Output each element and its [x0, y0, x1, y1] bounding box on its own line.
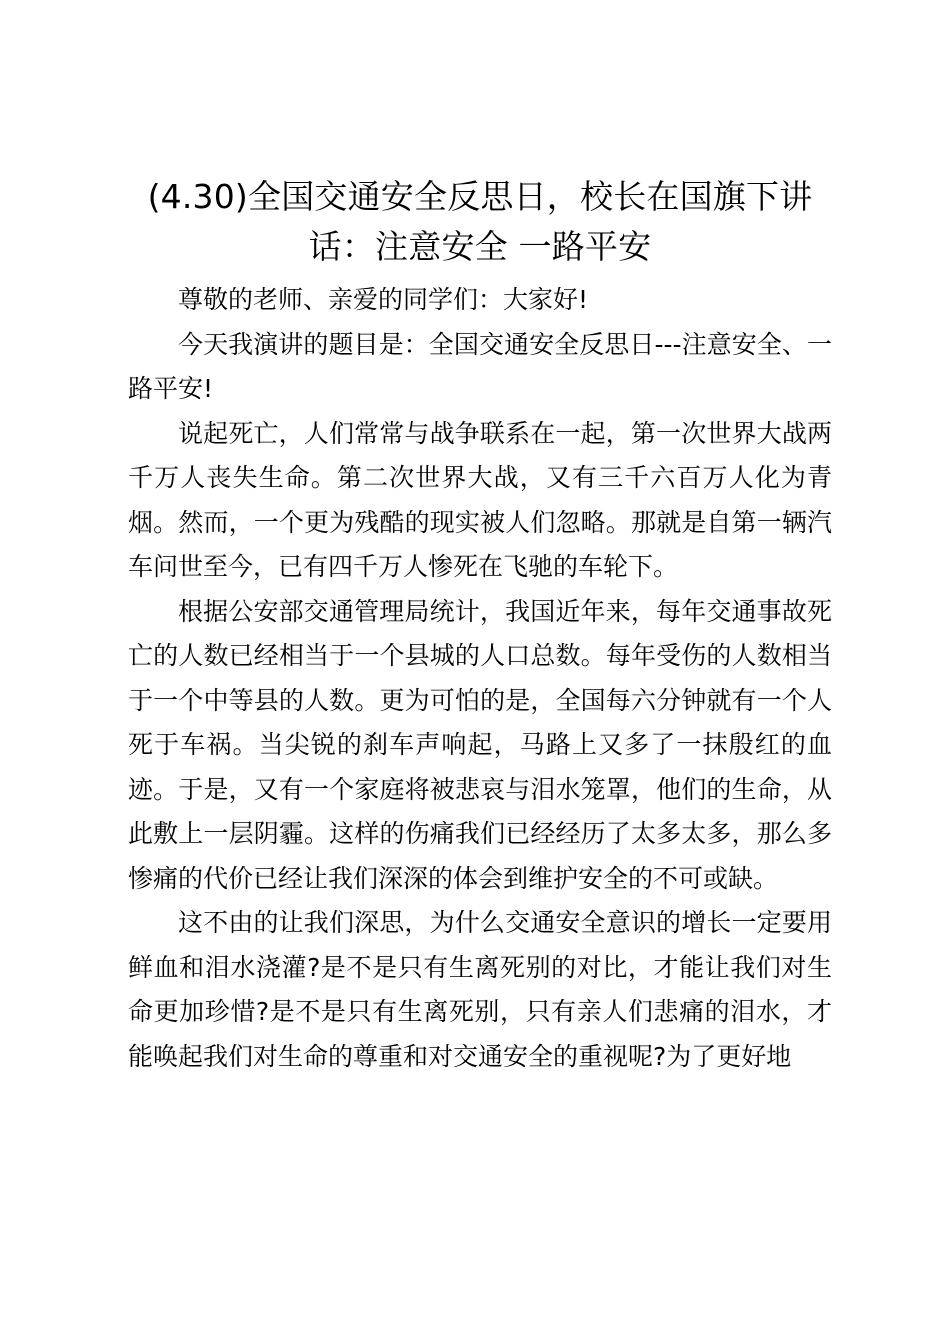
paragraph-statistics: 根据公安部交通管理局统计，我国近年来，每年交通事故死亡的人数已经相当于一个县城的人口总数。每年受伤的人数相当于一个中等县的人数。更为可怕的是，全国每六分钟就有一个人死于车祸。当尖锐的刹车声响起，马路上又多了一抹殷红的血迹。于是，又有一个家庭将被悲哀与泪水笼罩，他们的生命，从此敷上一层阴霾。这样的伤痛我们已经经历了太多太多，那么多惨痛的代价已经让我们深深的体会到维护安全的不可或缺。	[128, 596, 832, 893]
paragraph-war-deaths: 说起死亡，人们常常与战争联系在一起，第一次世界大战两千万人丧失生命。第二次世界大战，又有三千六百万人化为青烟。然而，一个更为残酷的现实被人们忽略。那就是自第一辆汽车问世至今，已有四千万人惨死在飞驰的车轮下。	[128, 418, 832, 581]
paragraph-greeting: 尊敬的老师、亲爱的同学们：大家好!	[178, 285, 589, 314]
paragraph-reflection: 这不由的让我们深思，为什么交通安全意识的增长一定要用鲜血和泪水浇灌?是不是只有生离死别的对比，才能让我们对生命更加珍惜?是不是只有生离死别，只有亲人们悲痛的泪水，才能唤起我们对生命的尊重和对交通安全的重视呢?为了更好地	[128, 908, 832, 1071]
document-page	[128, 172, 832, 1079]
paragraph-topic: 今天我演讲的题目是：全国交通安全反思日---注意安全、一路平安!	[128, 329, 832, 403]
document-title: (4.30)全国交通安全反思日，校长在国旗下讲话：注意安全 一路平安	[147, 177, 813, 266]
